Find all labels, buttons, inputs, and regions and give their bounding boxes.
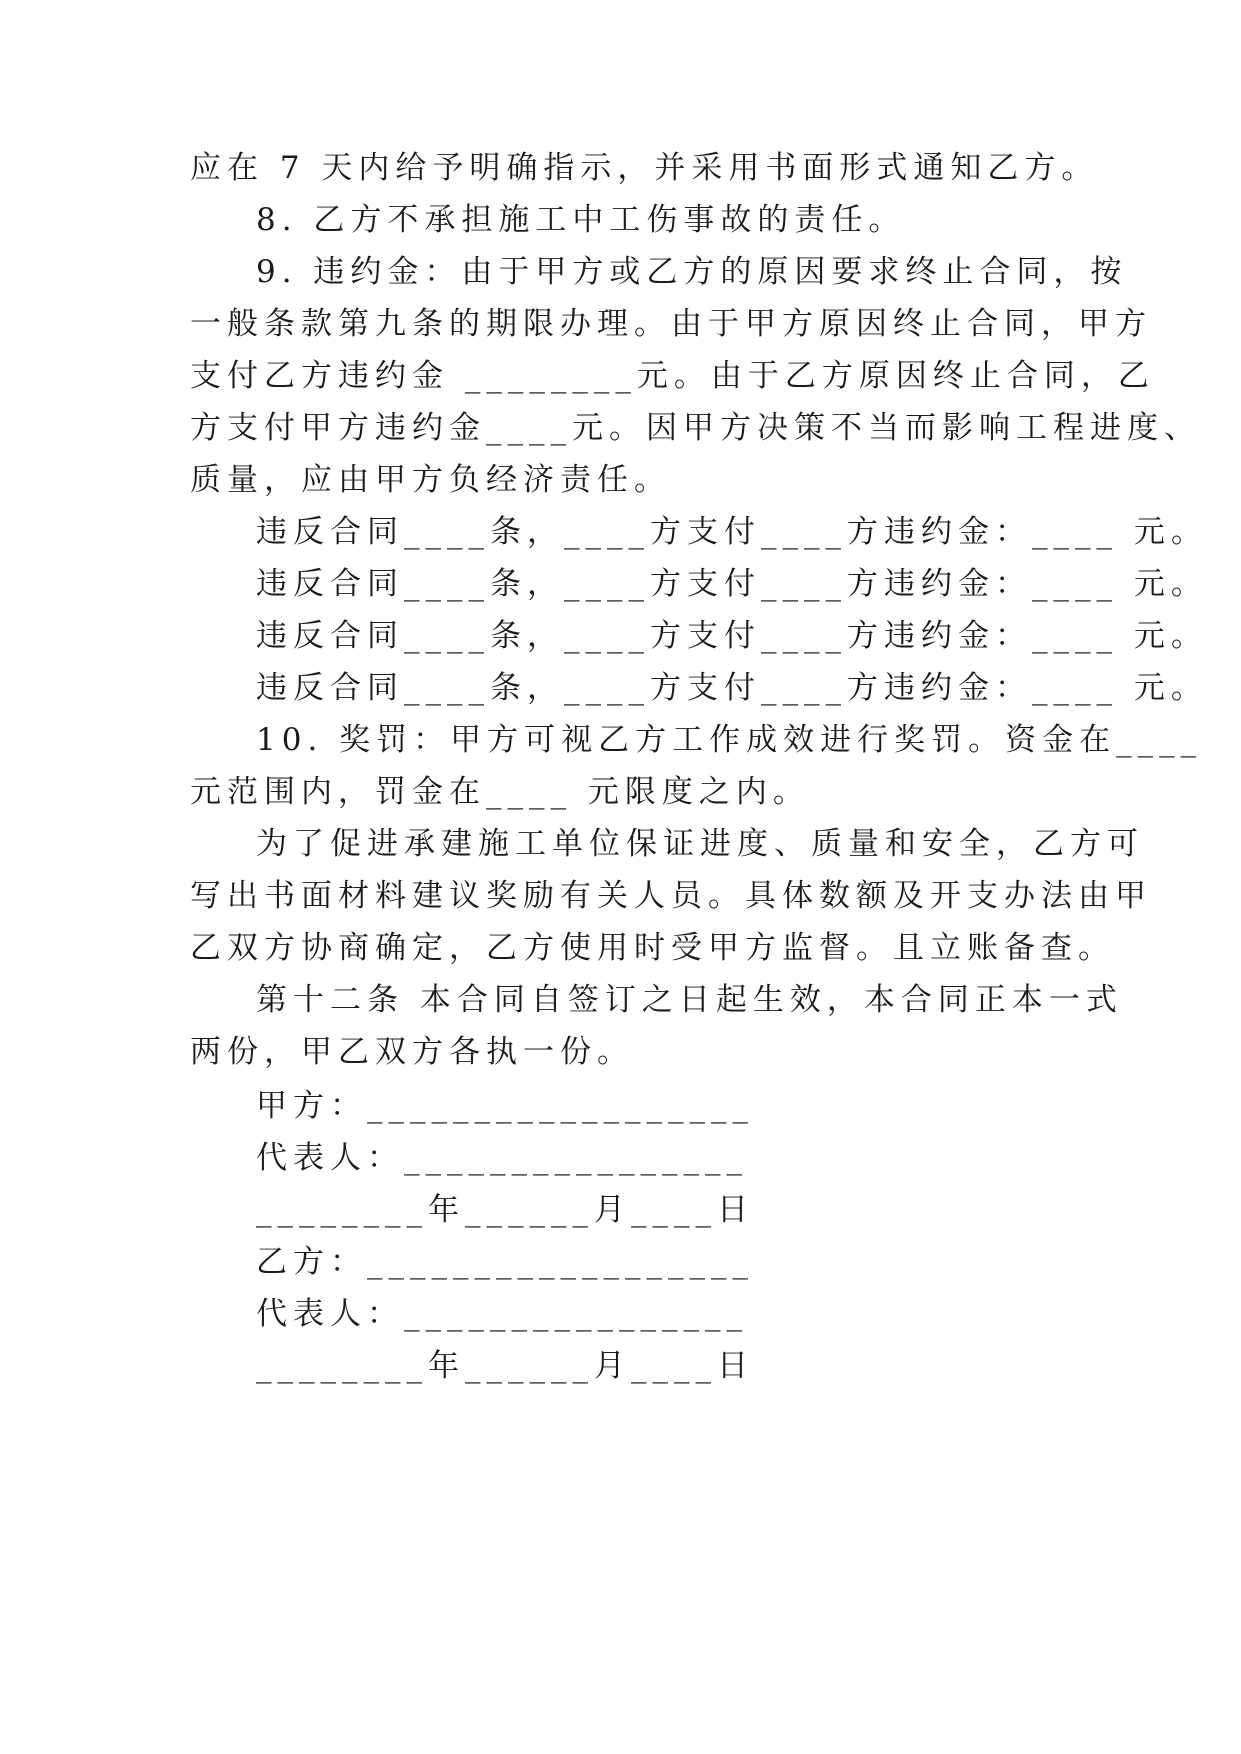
breach-line: 违反合同____条，____方支付____方违约金：____ 元。: [256, 618, 1208, 654]
party-a-line: 甲方：__________________: [256, 1088, 754, 1124]
breach-line: 违反合同____条，____方支付____方违约金：____ 元。: [256, 566, 1208, 602]
paragraph-line: 质量，应由甲方负经济责任。: [190, 462, 671, 498]
clause-8: 8. 乙方不承担施工中工伤事故的责任。: [256, 202, 906, 238]
paragraph-line: 支付乙方违约金 ________元。由于乙方原因终止合同，乙: [190, 358, 1155, 394]
clause-10: 10. 奖罚：甲方可视乙方工作成效进行奖罚。资金在____: [256, 722, 1203, 758]
paragraph-line: 写出书面材料建议奖励有关人员。具体数额及开支办法由甲: [190, 878, 1152, 914]
paragraph-line: 两份，甲乙双方各执一份。: [190, 1034, 634, 1070]
party-a-date-line: ________年______月____日: [256, 1192, 754, 1228]
party-b-line: 乙方：__________________: [256, 1244, 754, 1280]
party-b-date-line: ________年______月____日: [256, 1348, 754, 1384]
clause-9: 9. 违约金：由于甲方或乙方的原因要求终止合同，按: [256, 254, 1128, 290]
paragraph-line: 应在 7 天内给予明确指示，并采用书面形式通知乙方。: [190, 150, 1099, 186]
article-12: 第十二条 本合同自签订之日起生效，本合同正本一式: [256, 982, 1123, 1018]
party-b-representative-line: 代表人：________________: [256, 1296, 748, 1332]
paragraph-line: 方支付甲方违约金____元。因甲方决策不当而影响工程进度、: [190, 410, 1201, 446]
breach-line: 违反合同____条，____方支付____方违约金：____ 元。: [256, 514, 1208, 550]
paragraph-line: 为了促进承建施工单位保证进度、质量和安全，乙方可: [256, 826, 1144, 862]
paragraph-line: 乙双方协商确定，乙方使用时受甲方监督。且立账备查。: [190, 930, 1115, 966]
breach-line: 违反合同____条，____方支付____方违约金：____ 元。: [256, 670, 1208, 706]
paragraph-line: 元范围内，罚金在____ 元限度之内。: [190, 774, 810, 810]
party-a-representative-line: 代表人：________________: [256, 1140, 748, 1176]
paragraph-line: 一般条款第九条的期限办理。由于甲方原因终止合同，甲方: [190, 306, 1152, 342]
